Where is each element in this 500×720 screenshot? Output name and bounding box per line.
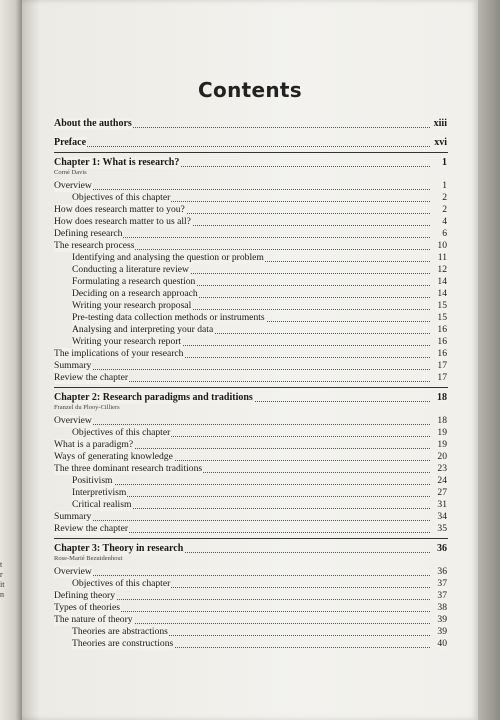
chapter-author: Rose-Marié Bezuidenhout	[54, 555, 123, 562]
entry-label: Chapter 3: Theory in research	[54, 543, 184, 554]
entry-label: Analysing and interpreting your data	[72, 324, 214, 335]
entry-label: Conducting a literature review	[72, 264, 189, 275]
toc-entry	[54, 439, 448, 451]
entry-label: Objectives of this chapter	[72, 427, 171, 438]
chapter-author: Franzel du Plooy-Cilliers	[54, 404, 120, 411]
entry-page-number: 19	[437, 439, 447, 450]
entry-page-number: 12	[437, 264, 447, 275]
dot-leader	[54, 146, 430, 147]
facing-page-text	[0, 560, 12, 600]
entry-page-number: 39	[437, 614, 447, 625]
entry-page-number: 11	[437, 252, 447, 263]
entry-label: Chapter 1: What is research?	[54, 157, 180, 168]
toc-entry	[54, 312, 448, 324]
entry-label: About the authors	[54, 118, 132, 129]
toc-entry	[54, 626, 448, 638]
entry-label: The research process	[54, 240, 135, 251]
toc-entry	[54, 451, 448, 463]
entry-page-number: 37	[437, 590, 447, 601]
entry-page-number: 1	[442, 180, 447, 191]
entry-label: Writing your research report	[72, 336, 182, 347]
entry-label: How does research matter to you?	[54, 204, 185, 215]
facing-page-fragment: n	[0, 590, 4, 599]
toc-entry	[54, 288, 448, 300]
entry-page-number: 23	[437, 463, 447, 474]
entry-label: The nature of theory	[54, 614, 133, 625]
entry-page-number: 40	[437, 638, 447, 649]
section-divider	[54, 538, 448, 539]
entry-label: Identifying and analysing the question or problem	[72, 252, 264, 263]
entry-label: Theories are constructions	[72, 638, 174, 649]
toc-entry	[54, 638, 448, 650]
facing-page-edge	[0, 0, 22, 720]
entry-page-number: 15	[437, 312, 447, 323]
section-divider	[54, 387, 448, 388]
toc-entry	[54, 276, 448, 288]
entry-page-number: 10	[437, 240, 447, 251]
entry-page-number: 2	[442, 192, 447, 203]
toc-entry	[54, 487, 448, 499]
entry-label: Overview	[54, 180, 92, 191]
entry-label: How does research matter to us all?	[54, 216, 191, 227]
toc-entry	[54, 348, 448, 360]
entry-page-number: 36	[437, 566, 447, 577]
chapter-heading	[54, 543, 448, 555]
table-of-contents	[54, 118, 448, 650]
toc-entry	[54, 324, 448, 336]
entry-page-number: 6	[442, 228, 447, 239]
chapter-heading	[54, 392, 448, 404]
entry-label: Writing your research proposal	[72, 300, 192, 311]
entry-page-number: 14	[437, 276, 447, 287]
entry-label: Positivism	[72, 475, 113, 486]
entry-label: What is a paradigm?	[54, 439, 134, 450]
entry-page-number: 36	[437, 543, 447, 554]
entry-label: Summary	[54, 511, 92, 522]
toc-entry	[54, 415, 448, 427]
entry-page-number: 34	[437, 511, 447, 522]
toc-entry	[54, 216, 448, 228]
toc-entry	[54, 180, 448, 192]
toc-entry-front	[54, 118, 448, 130]
entry-page-number: 16	[437, 336, 447, 347]
entry-label: Defining theory	[54, 590, 116, 601]
entry-label: Pre-testing data collection methods or instruments	[72, 312, 265, 323]
toc-entry	[54, 602, 448, 614]
toc-entry	[54, 499, 448, 511]
entry-label: Summary	[54, 360, 92, 371]
toc-entry	[54, 578, 448, 590]
dot-leader	[54, 189, 430, 190]
toc-entry	[54, 463, 448, 475]
toc-entry	[54, 336, 448, 348]
toc-entry	[54, 192, 448, 204]
toc-entry	[54, 252, 448, 264]
entry-page-number: xvi	[434, 137, 447, 148]
entry-page-number: 31	[437, 499, 447, 510]
spacer	[54, 130, 448, 137]
toc-entry	[54, 240, 448, 252]
entry-label: Review the chapter	[54, 372, 129, 383]
facing-page-fragment: t	[0, 560, 3, 569]
entry-page-number: 19	[437, 427, 447, 438]
toc-entry	[54, 511, 448, 523]
toc-entry	[54, 590, 448, 602]
entry-label: Chapter 2: Research paradigms and traditions	[54, 392, 253, 403]
chapter-author: Corné Davis	[54, 169, 87, 176]
entry-page-number: 35	[437, 523, 447, 534]
entry-page-number: 2	[442, 204, 447, 215]
entry-page-number: 4	[442, 216, 447, 227]
entry-page-number: 24	[437, 475, 447, 486]
entry-page-number: 37	[437, 578, 447, 589]
toc-entry	[54, 372, 448, 384]
entry-label: Types of theories	[54, 602, 120, 613]
dot-leader	[54, 424, 430, 425]
entry-page-number: 16	[437, 324, 447, 335]
entry-label: The three dominant research traditions	[54, 463, 203, 474]
entry-page-number: 39	[437, 626, 447, 637]
toc-entry-front	[54, 137, 448, 149]
entry-label: Deciding on a research approach	[72, 288, 198, 299]
dot-leader	[54, 520, 430, 521]
toc-entry	[54, 204, 448, 216]
entry-page-number: 18	[437, 415, 447, 426]
entry-label: Overview	[54, 566, 92, 577]
entry-label: Formulating a research question	[72, 276, 196, 287]
toc-entry	[54, 360, 448, 372]
entry-page-number: 16	[437, 348, 447, 359]
page-stack-edge	[478, 0, 500, 720]
toc-entry	[54, 264, 448, 276]
toc-entry	[54, 523, 448, 535]
entry-label: The implications of your research	[54, 348, 184, 359]
entry-page-number: xiii	[433, 118, 447, 129]
entry-label: Critical realism	[72, 499, 132, 510]
entry-label: Theories are abstractions	[72, 626, 168, 637]
entry-page-number: 15	[437, 300, 447, 311]
entry-page-number: 38	[437, 602, 447, 613]
entry-page-number: 18	[437, 392, 447, 403]
entry-page-number: 17	[437, 360, 447, 371]
entry-label: Ways of generating knowledge	[54, 451, 173, 462]
entry-label: Interpretivism	[72, 487, 127, 498]
toc-entry	[54, 614, 448, 626]
page-title: Contents	[198, 78, 302, 102]
toc-entry	[54, 475, 448, 487]
chapter-heading	[54, 157, 448, 169]
facing-page-fragment: it	[0, 580, 5, 589]
toc-entry	[54, 566, 448, 578]
dot-leader	[54, 575, 430, 576]
entry-page-number: 27	[437, 487, 447, 498]
entry-page-number: 17	[437, 372, 447, 383]
dot-leader	[54, 369, 430, 370]
entry-label: Overview	[54, 415, 92, 426]
entry-page-number: 14	[437, 288, 447, 299]
dot-leader	[72, 484, 430, 485]
facing-page-fragment: r	[0, 570, 3, 579]
entry-label: Review the chapter	[54, 523, 129, 534]
toc-entry	[54, 427, 448, 439]
section-divider	[54, 152, 448, 153]
toc-entry	[54, 228, 448, 240]
entry-label: Objectives of this chapter	[72, 578, 171, 589]
entry-label: Preface	[54, 137, 87, 148]
entry-page-number: 20	[437, 451, 447, 462]
contents-page	[22, 0, 478, 720]
entry-label: Objectives of this chapter	[72, 192, 171, 203]
entry-label: Defining research	[54, 228, 123, 239]
entry-page-number: 1	[442, 157, 447, 168]
toc-entry	[54, 300, 448, 312]
